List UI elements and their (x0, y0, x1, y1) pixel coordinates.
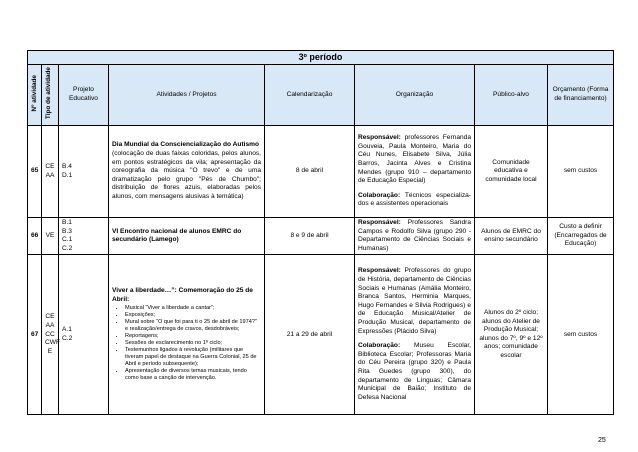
header-atividades: Atividades / Projetos (109, 65, 265, 126)
activity-type: CE AA (42, 126, 59, 218)
period-title: 3º período (28, 51, 614, 65)
target-audience: Alunos do 2º ciclo; alunos do Atelier de Produção Musical; alunos do 7º, 9º e 12º anos; comunidade escolar (475, 255, 548, 415)
schedule: 8 e 9 de abril (265, 218, 355, 255)
activity-description: Dia Mundial da Consciencialização do Autismo (colocação de duas faixas coloridas, pelos alunos, em pontos estratégicos da vila; apresentação da coreografia da música "O trevo" e de uma dramatização pelo grupo "Pés de Chumbo"; distribuição de flores azuis, elaboradas pelos alunos, com mensagens alusivas à temática) (109, 126, 265, 218)
list-item: • Reportagens; (125, 333, 261, 340)
activity-number: 66 (28, 218, 42, 255)
header-tipo: Tipo de atividade (42, 65, 59, 126)
header-publico: Público-alvo (475, 65, 548, 126)
budget: Custo a definir (Encarregados de Educação) (548, 218, 614, 255)
table-row (28, 126, 614, 218)
budget: sem custos (548, 126, 614, 218)
activity-type: VE (42, 218, 59, 255)
activity-description: VI Encontro nacional de alunos EMRC do secundário (Lamego) (109, 218, 265, 255)
header-orcamento: Orçamento (Forma de financiamento) (548, 65, 614, 126)
list-item: • Musical “Viver a liberdade a cantar”; (125, 305, 261, 312)
table-row (28, 255, 614, 415)
list-item: • Sessões de esclarecimento no 1º ciclo; (125, 340, 261, 347)
header-calendarizacao: Calendarização (265, 65, 355, 126)
project-codes: B.1 B.3 C.1 C.2 (59, 218, 109, 255)
activity-number: 67 (28, 255, 42, 415)
header-organizacao: Organização (355, 65, 475, 126)
table-row (28, 218, 614, 255)
organization: Responsável: Professores do grupo de História, departamento de Ciências Sociais e Humanas (Amália Monteiro, Branca Santos, Herminia Marques, Hugo Fernandes e Sílvia Rodrigues) e de Educação Musical/Atelier de Produção Musical, departamento de Expressões (Plácido Silva) Colaboração: Museu Escolar, Biblioteca Escolar; Professoras Maria do Céu Pereira (grupo 320) e Paula Rita Guedes (grupo 300), do departamento de Línguas; Câmara Municipal de Baião; Instituto de Defesa Nacional (355, 255, 475, 415)
list-item: • Testemunhos ligados à revolução (militares que tiveram papel de destaque na Guerra Colonial, 25 de Abril e período subsequente); (125, 347, 261, 368)
project-codes: B.4 D.1 (59, 126, 109, 218)
header-num: Nº atividade (28, 65, 42, 126)
list-item: • Apresentação de diversos temas musicais, tendo como base a canção de intervenção. (125, 368, 261, 382)
budget: sem custos (548, 255, 614, 415)
activity-number: 65 (28, 126, 42, 218)
list-item: • Exposições; (125, 312, 261, 319)
schedule: 21 a 29 de abril (265, 255, 355, 415)
activity-description: Viver a liberdade…”: Comemoração do 25 de Abril: • Musical “Viver a liberdade a cantar”; • Exposições; • Mural sobre “O que foi para ti o 25 de abril de 1974?” e realização/entrega de cravos, desdobráveis; • Reportagens; • Sessões de esclarecimento no 1º ciclo; • Testemunhos ligados à revolução (militares que tiveram papel de destaque na Guerra Colonial, 25 de Abril e período subsequente); • Apresentação de diversos temas musicais, tendo como base a canção de intervenção. (109, 255, 265, 415)
schedule: 8 de abril (265, 126, 355, 218)
organization: Responsável: professores Fernanda Gouveia, Paula Monteiro, Maria do Céu Nunes, Elisabete Silva, Júlia Barros, Jacinta Alves e Cristina Mendes (grupo 910 – departamento de Educação Especial) Colaboração: Técnicos especializa-dos e assistentes operacionais (355, 126, 475, 218)
target-audience: Comunidade educativa e comunidade local (475, 126, 548, 218)
target-audience: Alunos de EMRC do ensino secundário (475, 218, 548, 255)
activity-bullets (112, 305, 261, 382)
list-item: • Mural sobre “O que foi para ti o 25 de abril de 1974?” e realização/entrega de cravos, desdobráveis; (125, 319, 261, 333)
activities-table (27, 50, 614, 415)
organization: Responsável: Professores Sandra Campos e Rodolfo Silva (grupo 290 - Departamento de Ciências Sociais e Humanas) (355, 218, 475, 255)
page-number: 25 (598, 437, 606, 444)
project-codes: A.1 C.2 (59, 255, 109, 415)
activity-type: CE AA CC CWF E (42, 255, 59, 415)
header-projeto: Projeto Educativo (59, 65, 109, 126)
